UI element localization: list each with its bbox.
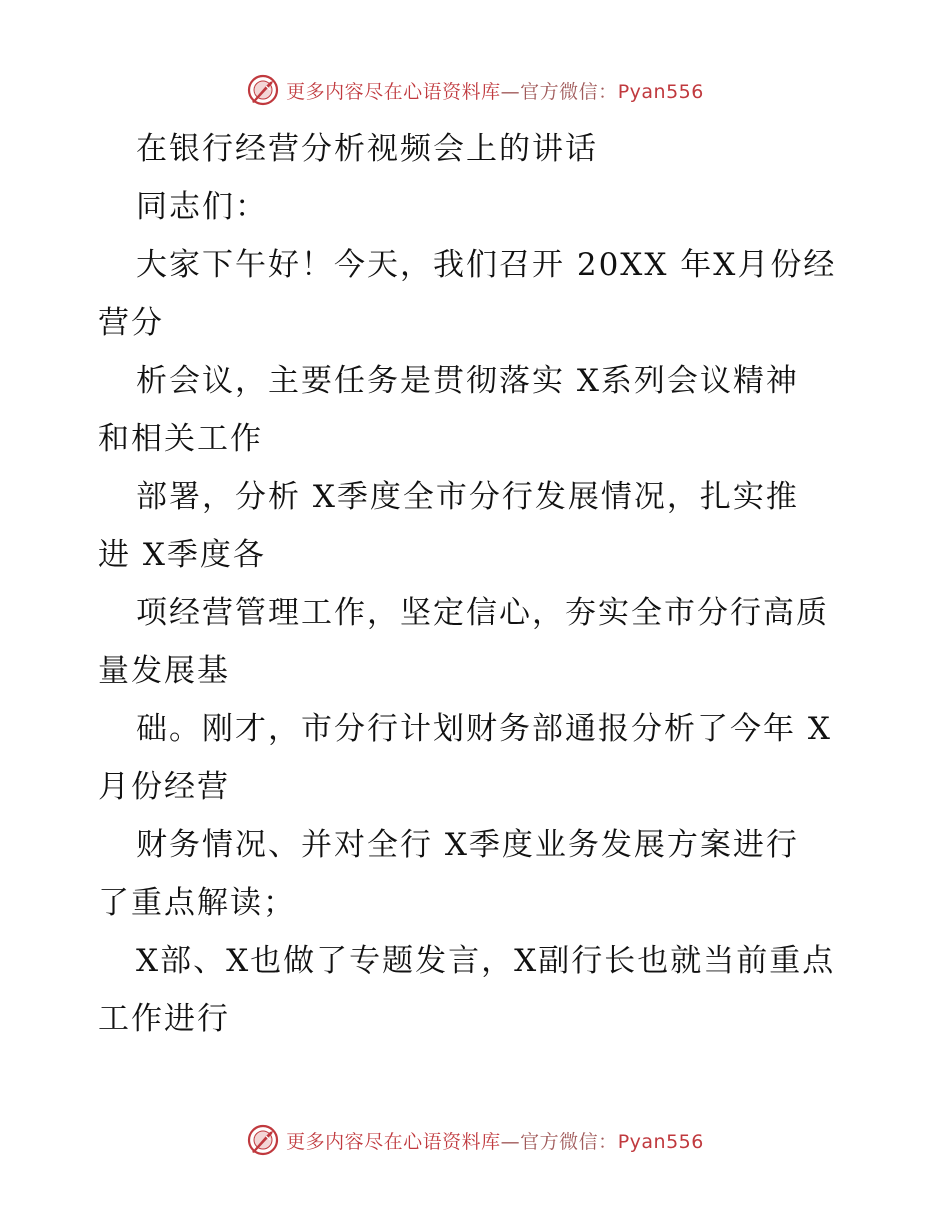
watermark-main-text: 更多内容尽在心语资料库	[286, 80, 501, 103]
paragraph-line: 进 X季度各	[98, 537, 266, 573]
paragraph-line: 营分	[98, 305, 164, 341]
header-watermark	[0, 70, 950, 110]
watermark-dash: —	[500, 1130, 521, 1153]
paragraph-line: 础。刚才，市分行计划财务部通报分析了今年 X	[136, 711, 832, 747]
paragraph-line: 析会议，主要任务是贯彻落实 X系列会议精神	[136, 363, 799, 399]
quill-pen-logo-icon	[246, 1123, 280, 1157]
document-body	[98, 120, 858, 1048]
watermark-wechat-id: Pyan556	[617, 80, 704, 103]
watermark-wechat-label: 官方微信：	[520, 80, 618, 103]
paragraph-line: 月份经营	[98, 769, 230, 805]
watermark-text	[286, 1127, 704, 1154]
watermark-text	[286, 77, 704, 104]
paragraph-line: 了重点解读；	[98, 885, 296, 921]
salutation: 同志们：	[136, 189, 268, 225]
watermark-dash: —	[500, 80, 521, 103]
paragraph-line: 大家下午好！今天，我们召开 20XX 年X月份经	[136, 247, 837, 283]
watermark-main-text: 更多内容尽在心语资料库	[286, 1130, 501, 1153]
paragraph-line: 量发展基	[98, 653, 230, 689]
paragraph-line: 项经营管理工作，坚定信心，夯实全市分行高质	[136, 595, 829, 631]
watermark-wechat-label: 官方微信：	[520, 1130, 618, 1153]
paragraph-line: 和相关工作	[98, 421, 263, 457]
watermark-wechat-id: Pyan556	[617, 1130, 704, 1153]
paragraph-line: 工作进行	[98, 1001, 230, 1037]
paragraph-line: 部署，分析 X季度全市分行发展情况，扎实推	[136, 479, 799, 515]
paragraph-line: X部、X也做了专题发言，X副行长也就当前重点	[136, 943, 836, 979]
footer-watermark	[0, 1120, 950, 1160]
quill-pen-logo-icon	[246, 73, 280, 107]
paragraph-line: 财务情况、并对全行 X季度业务发展方案进行	[136, 827, 799, 863]
document-title: 在银行经营分析视频会上的讲话	[136, 131, 598, 167]
